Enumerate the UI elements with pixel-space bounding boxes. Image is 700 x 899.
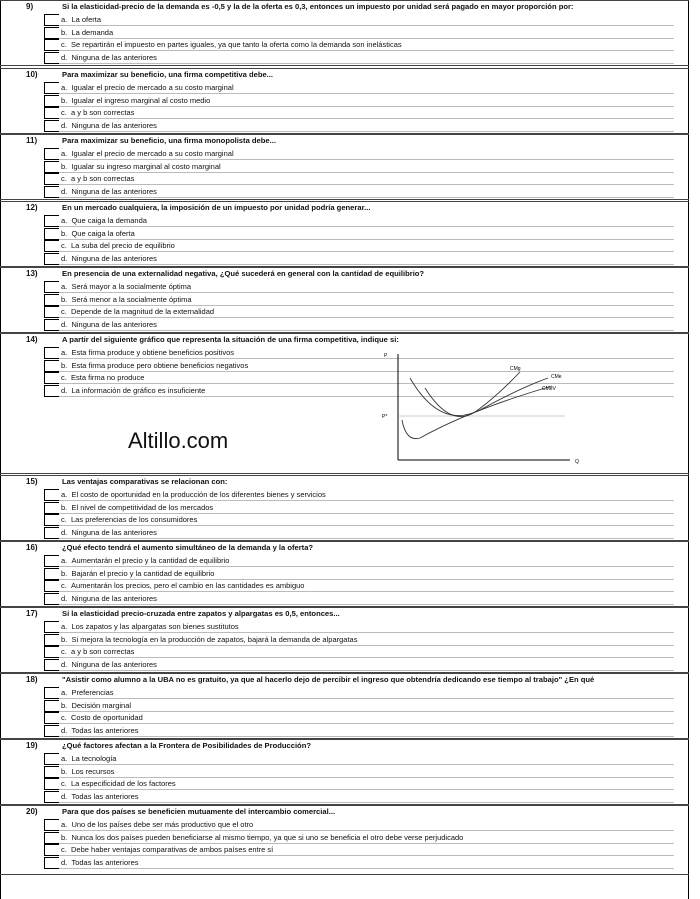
option-letter: d. bbox=[61, 791, 68, 801]
answer-option[interactable] bbox=[44, 580, 674, 592]
option-letter: b. bbox=[61, 568, 68, 578]
answer-option[interactable] bbox=[44, 753, 674, 765]
answer-option[interactable] bbox=[44, 173, 674, 185]
answer-option-text bbox=[61, 254, 157, 263]
answer-option[interactable] bbox=[44, 555, 674, 567]
answer-option-text bbox=[61, 820, 253, 829]
answer-checkbox[interactable] bbox=[44, 502, 59, 514]
option-text: Ninguna de las anteriores bbox=[71, 593, 157, 603]
answer-option-text bbox=[61, 688, 114, 697]
answer-option-text bbox=[61, 216, 147, 225]
answer-option-text bbox=[61, 361, 248, 370]
option-letter: a. bbox=[61, 754, 68, 763]
option-letter: b. bbox=[61, 228, 68, 238]
option-text: La tecnología bbox=[71, 754, 117, 763]
option-letter: a. bbox=[61, 820, 68, 829]
answer-option-text bbox=[61, 622, 239, 631]
option-text: La especificidad de los factores bbox=[71, 779, 176, 788]
option-text: Que caiga la oferta bbox=[71, 228, 135, 238]
option-letter: d. bbox=[61, 659, 68, 669]
option-text: Costo de oportunidad bbox=[71, 713, 143, 722]
option-text: Ninguna de las anteriores bbox=[71, 253, 157, 263]
answer-option-text bbox=[61, 282, 191, 291]
option-letter: a. bbox=[61, 282, 68, 291]
option-letter: b. bbox=[61, 27, 68, 37]
answer-option-text bbox=[61, 187, 157, 196]
answer-checkbox[interactable] bbox=[44, 107, 59, 119]
option-text: El nivel de competitividad de los mercados bbox=[71, 502, 214, 512]
option-text: Nunca los dos países pueden beneficiarse al mismo tiempo, ya que si uno se beneficia el otro debe verse perjudicado bbox=[71, 832, 464, 842]
cmev-curve bbox=[402, 386, 552, 439]
option-text: Ninguna de las anteriores bbox=[71, 319, 157, 329]
question-block bbox=[0, 68, 689, 134]
option-letter: b. bbox=[61, 832, 68, 842]
question-text: En un mercado cualquiera, la imposición de un impuesto por unidad podría generar... bbox=[62, 203, 371, 212]
answer-checkbox[interactable] bbox=[44, 659, 59, 671]
answer-option[interactable] bbox=[44, 215, 674, 227]
answer-checkbox[interactable] bbox=[44, 621, 59, 633]
option-text: Ninguna de las anteriores bbox=[71, 186, 157, 196]
option-text: Todas las anteriores bbox=[71, 791, 139, 801]
option-letter: a. bbox=[61, 216, 68, 225]
question-text: Para que dos países se beneficien mutuamente del intercambio comercial... bbox=[62, 807, 336, 816]
answer-option[interactable] bbox=[44, 148, 674, 160]
answer-checkbox[interactable] bbox=[44, 832, 59, 844]
question-number: 11) bbox=[26, 136, 38, 145]
option-letter: c. bbox=[61, 307, 67, 316]
option-letter: d. bbox=[61, 527, 68, 537]
answer-option-text bbox=[61, 660, 157, 669]
option-letter: c. bbox=[61, 515, 67, 524]
question-text: Si la elasticidad-precio de la demanda es -0,5 y la de la oferta es 0,3, entonces un impuesto por unidad será pagado en mayor proporción por: bbox=[62, 2, 574, 11]
answer-checkbox[interactable] bbox=[44, 161, 59, 173]
answer-option-text bbox=[61, 515, 197, 524]
question-number: 9) bbox=[26, 2, 34, 11]
option-text: Uno de los países debe ser más productivo que el otro bbox=[71, 820, 254, 829]
option-text: Los zapatos y las alpargatas son bienes sustitutos bbox=[71, 622, 239, 631]
option-letter: b. bbox=[61, 634, 68, 644]
watermark: Altillo.com bbox=[128, 428, 229, 453]
option-divider bbox=[59, 604, 674, 605]
answer-checkbox[interactable] bbox=[44, 215, 59, 227]
answer-option[interactable] bbox=[44, 14, 674, 26]
answer-option-text bbox=[61, 40, 402, 49]
answer-option[interactable] bbox=[44, 778, 674, 790]
option-text: Todas las anteriores bbox=[71, 725, 139, 735]
answer-option-text bbox=[61, 635, 357, 644]
option-text: Igualar el precio de mercado a su costo marginal bbox=[71, 83, 234, 92]
answer-option-text bbox=[61, 503, 213, 512]
question-text: Si la elasticidad precio-cruzada entre zapatos y alpargatas es 0,5, entonces... bbox=[62, 609, 340, 618]
question-text: A partir del siguiente gráfico que representa la situación de una firma competitiva, indique si: bbox=[62, 335, 399, 344]
answer-checkbox[interactable] bbox=[44, 14, 59, 26]
answer-option[interactable] bbox=[44, 700, 674, 712]
answer-option[interactable] bbox=[44, 621, 674, 633]
option-divider bbox=[59, 264, 674, 265]
question-text: Las ventajas comparativas se relacionan con: bbox=[62, 477, 228, 486]
answer-checkbox[interactable] bbox=[44, 712, 59, 724]
option-text: Ninguna de las anteriores bbox=[71, 120, 157, 130]
question-block bbox=[0, 541, 689, 607]
answer-option-text bbox=[61, 779, 176, 788]
y-axis-label: P bbox=[384, 353, 388, 359]
option-letter: c. bbox=[61, 108, 67, 117]
option-text: Ninguna de las anteriores bbox=[71, 527, 157, 537]
answer-option-text bbox=[61, 713, 143, 722]
answer-option[interactable] bbox=[44, 186, 674, 198]
question-block bbox=[0, 805, 689, 875]
question-text: Para maximizar su beneficio, una firma monopolista debe... bbox=[62, 136, 276, 145]
option-letter: b. bbox=[61, 95, 68, 105]
question-number: 20) bbox=[26, 807, 38, 816]
question-number: 15) bbox=[26, 477, 38, 486]
answer-checkbox[interactable] bbox=[44, 646, 59, 658]
answer-option-text bbox=[61, 229, 135, 238]
answer-option[interactable] bbox=[44, 857, 674, 869]
option-letter: a. bbox=[61, 348, 68, 357]
answer-checkbox[interactable] bbox=[44, 700, 59, 712]
answer-option[interactable] bbox=[44, 634, 674, 646]
answer-checkbox[interactable] bbox=[44, 281, 59, 293]
answer-option-text bbox=[61, 556, 229, 565]
answer-option[interactable] bbox=[44, 514, 674, 526]
question-text: ¿Qué factores afectan a la Frontera de Posibilidades de Producción? bbox=[62, 741, 311, 750]
answer-option-text bbox=[61, 149, 234, 158]
option-letter: b. bbox=[61, 766, 68, 776]
option-letter: d. bbox=[61, 253, 68, 263]
answer-option[interactable] bbox=[44, 832, 674, 844]
answer-checkbox[interactable] bbox=[44, 82, 59, 94]
option-letter: c. bbox=[61, 40, 67, 49]
option-text: Ninguna de las anteriores bbox=[71, 52, 157, 62]
option-divider bbox=[59, 802, 674, 803]
answer-option-text bbox=[61, 767, 114, 776]
answer-checkbox[interactable] bbox=[44, 857, 59, 869]
answer-option[interactable] bbox=[44, 687, 674, 699]
option-text: Será menor a la socialmente óptima bbox=[71, 294, 192, 304]
answer-option-text bbox=[61, 174, 134, 183]
answer-checkbox[interactable] bbox=[44, 95, 59, 107]
price-level-label: P* bbox=[382, 414, 388, 420]
answer-option[interactable] bbox=[44, 240, 674, 252]
answer-option-text bbox=[61, 845, 273, 854]
option-text: Será mayor a la socialmente óptima bbox=[71, 282, 192, 291]
option-divider bbox=[59, 538, 674, 539]
question-block bbox=[0, 201, 689, 267]
answer-checkbox[interactable] bbox=[44, 148, 59, 160]
answer-option-text bbox=[61, 858, 139, 867]
answer-option[interactable] bbox=[44, 281, 674, 293]
option-text: La oferta bbox=[71, 15, 102, 24]
option-text: Igualar su ingreso marginal al costo marginal bbox=[71, 161, 221, 171]
x-axis-label: Q bbox=[575, 459, 579, 465]
option-text: Aumentarán los precios, pero el cambio en las cantidades es ambiguo bbox=[71, 581, 305, 590]
answer-option-text bbox=[61, 726, 139, 735]
option-letter: b. bbox=[61, 700, 68, 710]
answer-checkbox[interactable] bbox=[44, 593, 59, 605]
answer-option-text bbox=[61, 307, 214, 316]
option-text: Depende de la magnitud de la externalidad bbox=[71, 307, 215, 316]
answer-option[interactable] bbox=[44, 228, 674, 240]
question-block bbox=[0, 0, 689, 66]
option-letter: c. bbox=[61, 845, 67, 854]
answer-option[interactable] bbox=[44, 502, 674, 514]
answer-option[interactable] bbox=[44, 593, 674, 605]
answer-checkbox[interactable] bbox=[44, 527, 59, 539]
option-text: Igualar el ingreso marginal al costo medio bbox=[71, 95, 211, 105]
answer-option[interactable] bbox=[44, 120, 674, 132]
option-text: Preferencias bbox=[71, 688, 114, 697]
answer-option-text bbox=[61, 121, 157, 130]
answer-option[interactable] bbox=[44, 82, 674, 94]
option-divider bbox=[59, 868, 674, 869]
answer-option-text bbox=[61, 15, 101, 24]
option-letter: c. bbox=[61, 241, 67, 250]
answer-option[interactable] bbox=[44, 659, 674, 671]
option-letter: b. bbox=[61, 502, 68, 512]
cmg-label: CMg bbox=[510, 366, 521, 372]
option-text: Todas las anteriores bbox=[71, 857, 139, 867]
answer-option[interactable] bbox=[44, 27, 674, 39]
answer-checkbox[interactable] bbox=[44, 39, 59, 51]
answer-checkbox[interactable] bbox=[44, 186, 59, 198]
option-letter: a. bbox=[61, 622, 68, 631]
answer-checkbox[interactable] bbox=[44, 385, 59, 397]
option-letter: d. bbox=[61, 120, 68, 130]
answer-checkbox[interactable] bbox=[44, 253, 59, 265]
question-block bbox=[0, 739, 689, 805]
option-letter: c. bbox=[61, 581, 67, 590]
answer-checkbox[interactable] bbox=[44, 372, 59, 384]
option-letter: b. bbox=[61, 294, 68, 304]
option-letter: d. bbox=[61, 319, 68, 329]
option-letter: a. bbox=[61, 149, 68, 158]
answer-checkbox[interactable] bbox=[44, 294, 59, 306]
option-text: Las preferencias de los consumidores bbox=[71, 515, 198, 524]
option-text: Debe haber ventajas comparativas de ambos países entre sí bbox=[71, 845, 274, 854]
answer-checkbox[interactable] bbox=[44, 360, 59, 372]
option-divider bbox=[59, 63, 674, 64]
cme-label: CMe bbox=[551, 374, 562, 380]
option-letter: d. bbox=[61, 857, 68, 867]
answer-checkbox[interactable] bbox=[44, 319, 59, 331]
question-block bbox=[0, 267, 689, 333]
answer-option[interactable] bbox=[44, 52, 674, 64]
answer-checkbox[interactable] bbox=[44, 766, 59, 778]
answer-option[interactable] bbox=[44, 844, 674, 856]
answer-option[interactable] bbox=[44, 712, 674, 724]
answer-option-text bbox=[61, 53, 157, 62]
answer-checkbox[interactable] bbox=[44, 120, 59, 132]
question-number: 19) bbox=[26, 741, 38, 750]
option-letter: b. bbox=[61, 360, 68, 370]
option-text: La información de gráfico es insuficiente bbox=[71, 385, 206, 395]
answer-option-text bbox=[61, 754, 116, 763]
option-divider bbox=[59, 670, 674, 671]
question-text: En presencia de una externalidad negativa, ¿Qué sucederá en general con la cantidad de equilibrio? bbox=[62, 269, 425, 278]
answer-option[interactable] bbox=[44, 489, 674, 501]
answer-option-text bbox=[61, 833, 463, 842]
answer-option[interactable] bbox=[44, 95, 674, 107]
option-text: Aumentarán el precio y la cantidad de equilibrio bbox=[71, 556, 230, 565]
option-letter: d. bbox=[61, 186, 68, 196]
option-letter: c. bbox=[61, 779, 67, 788]
answer-checkbox[interactable] bbox=[44, 228, 59, 240]
answer-option-text bbox=[61, 792, 139, 801]
answer-option[interactable] bbox=[44, 161, 674, 173]
answer-checkbox[interactable] bbox=[44, 568, 59, 580]
option-letter: a. bbox=[61, 15, 68, 24]
answer-option[interactable] bbox=[44, 766, 674, 778]
answer-option-text bbox=[61, 647, 134, 656]
option-text: Esta firma produce y obtiene beneficios positivos bbox=[71, 348, 235, 357]
option-letter: d. bbox=[61, 52, 68, 62]
answer-option-text bbox=[61, 701, 131, 710]
option-letter: a. bbox=[61, 556, 68, 565]
answer-checkbox[interactable] bbox=[44, 580, 59, 592]
cmev-label: CMeV bbox=[542, 386, 556, 392]
option-letter: c. bbox=[61, 713, 67, 722]
question-block bbox=[0, 475, 689, 541]
question-number: 14) bbox=[26, 335, 38, 344]
option-text: Esta firma produce pero obtiene beneficios negativos bbox=[71, 360, 249, 370]
option-text: Bajarán el precio y la cantidad de equilibrio bbox=[71, 568, 215, 578]
answer-option-text bbox=[61, 386, 205, 395]
answer-option[interactable] bbox=[44, 819, 674, 831]
option-text: El costo de oportunidad en la producción de los diferentes bienes y servicios bbox=[71, 490, 326, 499]
question-number: 13) bbox=[26, 269, 38, 278]
option-letter: c. bbox=[61, 647, 67, 656]
answer-option[interactable] bbox=[44, 319, 674, 331]
question-number: 17) bbox=[26, 609, 38, 618]
option-text: a y b son correctas bbox=[71, 647, 135, 656]
answer-checkbox[interactable] bbox=[44, 514, 59, 526]
answer-option[interactable] bbox=[44, 306, 674, 318]
cost-curves-graph bbox=[380, 350, 590, 470]
option-text: Los recursos bbox=[71, 766, 115, 776]
answer-option[interactable] bbox=[44, 791, 674, 803]
question-number: 16) bbox=[26, 543, 38, 552]
answer-option-text bbox=[61, 490, 326, 499]
option-text: Se repartirán el impuesto en partes iguales, ya que tanto la oferta como la demanda son inelásticas bbox=[71, 40, 402, 49]
answer-checkbox[interactable] bbox=[44, 306, 59, 318]
answer-option-text bbox=[61, 594, 157, 603]
answer-option-text bbox=[61, 28, 113, 37]
answer-option-text bbox=[61, 320, 157, 329]
answer-option[interactable] bbox=[44, 39, 674, 51]
answer-checkbox[interactable] bbox=[44, 27, 59, 39]
answer-option-text bbox=[61, 241, 175, 250]
option-text: La demanda bbox=[71, 27, 114, 37]
answer-option[interactable] bbox=[44, 107, 674, 119]
answer-checkbox[interactable] bbox=[44, 173, 59, 185]
answer-option-text bbox=[61, 295, 192, 304]
answer-option[interactable] bbox=[44, 294, 674, 306]
question-number: 18) bbox=[26, 675, 38, 684]
option-letter: a. bbox=[61, 688, 68, 697]
answer-option-text bbox=[61, 348, 234, 357]
answer-option-text bbox=[61, 528, 157, 537]
option-text: Decisión marginal bbox=[71, 700, 132, 710]
option-divider bbox=[59, 330, 674, 331]
answer-checkbox[interactable] bbox=[44, 778, 59, 790]
answer-checkbox[interactable] bbox=[44, 844, 59, 856]
answer-checkbox[interactable] bbox=[44, 52, 59, 64]
answer-option-text bbox=[61, 569, 214, 578]
answer-option-text bbox=[61, 581, 304, 590]
option-divider bbox=[59, 131, 674, 132]
answer-option-text bbox=[61, 162, 221, 171]
answer-option[interactable] bbox=[44, 253, 674, 265]
option-text: a y b son correctas bbox=[71, 108, 135, 117]
option-divider bbox=[59, 197, 674, 198]
answer-checkbox[interactable] bbox=[44, 634, 59, 646]
answer-checkbox[interactable] bbox=[44, 555, 59, 567]
option-letter: c. bbox=[61, 174, 67, 183]
answer-option[interactable] bbox=[44, 646, 674, 658]
option-letter: b. bbox=[61, 161, 68, 171]
answer-option-text bbox=[61, 373, 144, 382]
option-letter: d. bbox=[61, 593, 68, 603]
option-divider bbox=[59, 736, 674, 737]
option-letter: a. bbox=[61, 490, 68, 499]
option-text: Ninguna de las anteriores bbox=[71, 659, 157, 669]
answer-checkbox[interactable] bbox=[44, 819, 59, 831]
option-text: Si mejora la tecnología en la producción de zapatos, bajará la demanda de alpargatas bbox=[71, 634, 358, 644]
question-number: 12) bbox=[26, 203, 38, 212]
answer-checkbox[interactable] bbox=[44, 753, 59, 765]
answer-checkbox[interactable] bbox=[44, 725, 59, 737]
question-block bbox=[0, 134, 689, 200]
answer-option[interactable] bbox=[44, 568, 674, 580]
option-letter: a. bbox=[61, 83, 68, 92]
answer-checkbox[interactable] bbox=[44, 687, 59, 699]
question-text: ¿Qué efecto tendrá el aumento simultáneo de la demanda y la oferta? bbox=[62, 543, 314, 552]
answer-option[interactable] bbox=[44, 527, 674, 539]
option-letter: d. bbox=[61, 385, 68, 395]
option-text: Que caiga la demanda bbox=[71, 216, 147, 225]
question-block bbox=[0, 607, 689, 673]
answer-option-text bbox=[61, 83, 234, 92]
question-text: "Asistir como alumno a la UBA no es gratuito, ya que al hacerlo dejo de percibir el ingreso que obtendría dedicando ese tiempo al trabajo" ¿En qué bbox=[62, 675, 595, 684]
answer-checkbox[interactable] bbox=[44, 240, 59, 252]
answer-checkbox[interactable] bbox=[44, 489, 59, 501]
question-block bbox=[0, 673, 689, 739]
question-text: Para maximizar su beneficio, una firma competitiva debe... bbox=[62, 70, 274, 79]
question-number: 10) bbox=[26, 70, 38, 79]
answer-option-text bbox=[61, 108, 134, 117]
option-letter: c. bbox=[61, 373, 67, 382]
answer-option[interactable] bbox=[44, 725, 674, 737]
answer-option-text bbox=[61, 96, 210, 105]
option-text: a y b son correctas bbox=[71, 174, 135, 183]
option-text: Igualar el precio de mercado a su costo marginal bbox=[71, 149, 234, 158]
option-text: Esta firma no produce bbox=[71, 373, 145, 382]
option-text: La suba del precio de equilibrio bbox=[71, 241, 175, 250]
option-letter: d. bbox=[61, 725, 68, 735]
answer-checkbox[interactable] bbox=[44, 791, 59, 803]
answer-checkbox[interactable] bbox=[44, 347, 59, 359]
